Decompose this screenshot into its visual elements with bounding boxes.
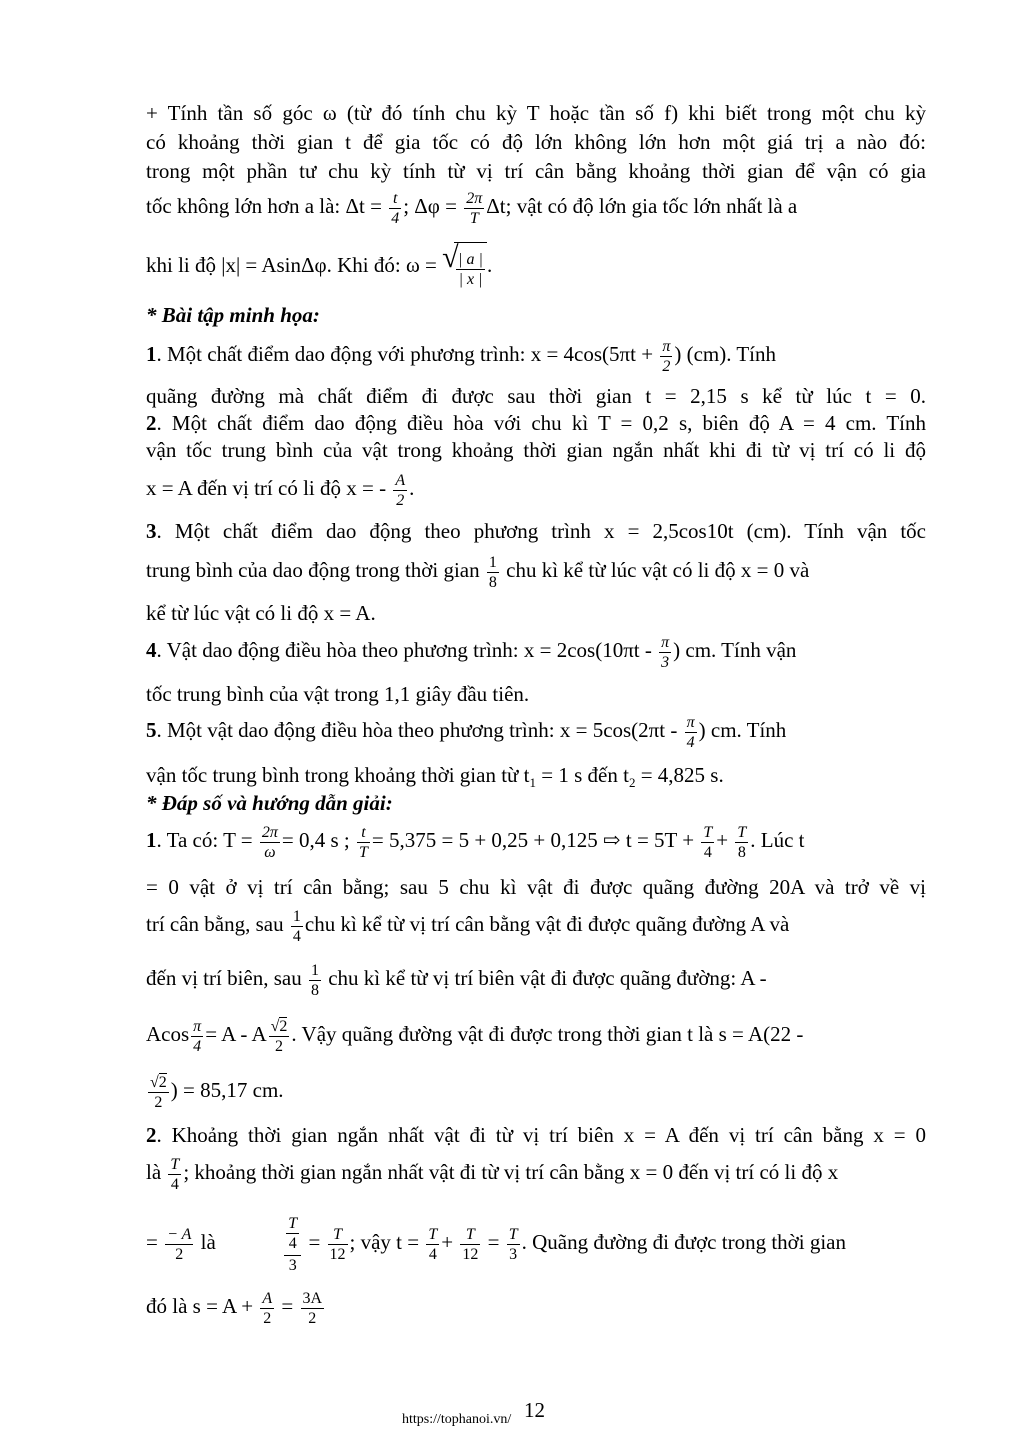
- den: 3: [661, 653, 670, 671]
- answer-2-line-3: [146, 1204, 926, 1280]
- answer-2-line-4: [146, 1282, 926, 1330]
- exercise-5: [146, 708, 926, 752]
- fraction-1-over-4: [291, 907, 303, 946]
- num: [284, 1214, 301, 1256]
- fraction-minusA-over-2: [165, 1225, 193, 1264]
- den: 2: [662, 357, 671, 375]
- text: chu kì kể từ vị trí cân bằng vật đi được quãng đường A và: [304, 912, 790, 936]
- num: 2π: [261, 823, 278, 841]
- text: .: [409, 476, 415, 500]
- text: tốc không lớn hơn a là: Δt =: [146, 194, 382, 218]
- text: khi li độ |x| = AsinΔφ. Khi đó: ω =: [146, 253, 437, 277]
- radicand: 2: [279, 1017, 288, 1035]
- text: =: [146, 1230, 158, 1254]
- text: =: [281, 1294, 294, 1318]
- num: 1: [310, 961, 319, 979]
- answers-heading: * Đáp số và hướng dẫn giải:: [146, 791, 393, 815]
- den: 3: [288, 1256, 297, 1274]
- den: 8: [488, 573, 497, 591]
- fraction-sqrt2-over-2: [269, 1017, 290, 1056]
- exercise-number: 2: [146, 411, 157, 435]
- fraction-pi-over-2: [660, 337, 672, 376]
- radical-icon: √: [442, 240, 459, 274]
- text: =: [487, 1230, 500, 1254]
- intro-line-2: có khoảng thời gian t để gia tốc có độ lớn không lớn hơn một giá trị a nào đó:: [146, 130, 926, 154]
- fraction-pi-over-4: [191, 1017, 203, 1056]
- fraction-A-over-2: [260, 1289, 274, 1328]
- text: chu kì kể từ lúc vật có li độ x = 0 và: [506, 558, 810, 582]
- den: 4: [391, 209, 400, 227]
- exercise-3-line-3: kể từ lúc vật có li độ x = A.: [146, 601, 376, 625]
- num: T: [428, 1225, 438, 1243]
- text: ; vậy t =: [349, 1230, 420, 1254]
- fraction-T-over-4: [426, 1225, 439, 1264]
- exercise-4-line-2: tốc trung bình của vật trong 1,1 giây đầu tiên.: [146, 682, 530, 706]
- text: đó là s = A +: [146, 1294, 254, 1318]
- text: . Vật dao động điều hòa theo phương trình: x = 2cos(10πt -: [156, 638, 652, 662]
- den: 2: [308, 1309, 317, 1327]
- text: = 5,375 = 5 + 0,25 + 0,125 ⇨ t = 5T +: [371, 828, 695, 852]
- text: trung bình của dao động trong thời gian: [146, 558, 480, 582]
- den: 4: [703, 843, 712, 861]
- text: Δt; vật có độ lớn gia tốc lớn nhất là a: [486, 194, 798, 218]
- text: =: [308, 1230, 321, 1254]
- fraction-T-over-3: [507, 1225, 520, 1264]
- num: T: [703, 823, 713, 841]
- num: A: [262, 1289, 273, 1307]
- answer-1-line-3: [146, 900, 926, 948]
- num: 2π: [466, 189, 483, 207]
- text: ) cm. Tính vận: [673, 638, 797, 662]
- den: T: [359, 843, 368, 861]
- fraction-2pi-over-omega: [260, 823, 280, 862]
- exercise-2: [146, 410, 926, 436]
- den: 3: [509, 1245, 518, 1263]
- num: π: [686, 713, 695, 731]
- text: = 4,825 s.: [635, 763, 724, 787]
- num: π: [662, 337, 671, 355]
- exercise-1: [146, 332, 926, 376]
- fraction-sqrt2-over-2: [148, 1073, 169, 1112]
- fraction-2pi-over-T: [464, 189, 484, 228]
- text: Acos: [146, 1022, 190, 1046]
- den: T: [469, 209, 479, 227]
- fraction-T-over-12: [460, 1225, 480, 1264]
- text: . Lúc t: [750, 828, 805, 852]
- exercise-4: [146, 628, 926, 672]
- text: +: [441, 1230, 454, 1254]
- text: ) = 85,17 cm.: [170, 1078, 284, 1102]
- den: 4: [428, 1245, 437, 1263]
- text: . Một chất điểm dao động điều hòa với chu kì T = 0,2 s, biên độ A = 4 cm. Tính: [156, 411, 926, 435]
- text: ) (cm). Tính: [674, 342, 777, 366]
- den: 12: [462, 1245, 479, 1263]
- answer-2-line-2: [146, 1148, 926, 1196]
- num: 1: [488, 553, 497, 571]
- fraction-3A-over-2: [301, 1289, 325, 1328]
- text: vận tốc trung bình trong khoảng thời gian từ t: [146, 763, 530, 787]
- intro-line-4: [146, 184, 926, 228]
- num: π: [661, 633, 670, 651]
- answer-1-line-2: = 0 vật ở vị trí cân bằng; sau 5 chu kì vật đi được quãng đường 20A và trở về vị: [146, 875, 926, 899]
- intro-line-1: + Tính tần số góc ω (từ đó tính chu kỳ T hoặc tần số f) khi biết trong một chu kỳ: [146, 101, 926, 125]
- text: trí cân bằng, sau: [146, 912, 284, 936]
- exercise-1-line-2: quãng đường mà chất điểm đi được sau thời gian t = 2,15 s kể từ lúc t = 0.: [146, 384, 926, 408]
- text: . Vậy quãng đường vật đi được trong thời gian t là s = A(22 -: [291, 1022, 804, 1046]
- text: . Ta có: T =: [156, 828, 253, 852]
- fraction-T4-over-3: [284, 1214, 301, 1275]
- num: T: [508, 1225, 518, 1243]
- den: 2: [396, 491, 405, 509]
- text: . Một vật dao động điều hòa theo phương trình: x = 5cos(2πt -: [156, 718, 678, 742]
- den: 4: [193, 1037, 202, 1055]
- fraction-T-over-8: [735, 823, 748, 862]
- answer-1-line-4: [146, 954, 926, 1002]
- num: T: [170, 1155, 180, 1173]
- intro-line-5: [146, 240, 926, 290]
- radicand: 2: [158, 1073, 167, 1091]
- fraction-t-over-4: [389, 189, 401, 228]
- num: √2: [270, 1017, 288, 1035]
- den: 2: [175, 1245, 184, 1263]
- num: T: [737, 823, 747, 841]
- text: ; khoảng thời gian ngắn nhất vật đi từ vị trí cân bằng x = 0 đến vị trí có li độ x: [183, 1160, 839, 1184]
- text: = A - A: [205, 1022, 267, 1046]
- den: 2: [154, 1093, 163, 1111]
- den: 4: [292, 927, 301, 945]
- text: .: [486, 253, 493, 277]
- answer-number: 1: [146, 828, 157, 852]
- num: A: [395, 471, 406, 489]
- fraction-T-over-12: [328, 1225, 348, 1264]
- text: . Quãng đường đi được trong thời gian: [521, 1230, 846, 1254]
- den: 2: [263, 1309, 272, 1327]
- fraction-1-over-8: [309, 961, 321, 1000]
- num: 3A: [302, 1289, 323, 1307]
- answer-1-line-5: [146, 1008, 926, 1060]
- fraction-T-over-4: [701, 823, 714, 862]
- den: | x |: [458, 271, 483, 289]
- den: 4: [686, 733, 695, 751]
- text: là: [200, 1230, 216, 1254]
- subscript: 1: [529, 775, 537, 791]
- text: . Khoảng thời gian ngắn nhất vật đi từ vị trí biên x = A đến vị trí cân bằng x = 0: [156, 1123, 926, 1147]
- den: 4: [170, 1175, 179, 1193]
- text: đến vị trí biên, sau: [146, 966, 302, 990]
- den: 8: [737, 843, 746, 861]
- fraction-t-over-T: [357, 823, 370, 862]
- den: 8: [310, 981, 319, 999]
- num: T: [288, 1214, 298, 1232]
- answer-1-line-6: [146, 1064, 926, 1116]
- den: 12: [329, 1245, 346, 1263]
- num: − A: [167, 1225, 192, 1243]
- den: 4: [288, 1234, 297, 1252]
- fraction-abs-a-over-abs-x: [456, 250, 485, 289]
- exercise-number: 3: [146, 519, 157, 543]
- exercise-number: 5: [146, 718, 157, 742]
- text: ; Δφ =: [403, 194, 458, 218]
- text: chu kì kể từ vị trí biên vật đi được quãng đường: A -: [328, 966, 767, 990]
- num: √2: [150, 1073, 167, 1091]
- text: . Một chất điểm dao động theo phương trình x = 2,5cos10t (cm). Tính vận tốc: [156, 519, 926, 543]
- page-number: 12: [524, 1398, 545, 1422]
- num: t: [389, 189, 401, 209]
- text: x = A đến vị trí có li độ x = -: [146, 476, 387, 500]
- text: = 1 s đến t: [536, 763, 629, 787]
- num: T: [328, 1225, 348, 1245]
- exercise-3: [146, 518, 926, 544]
- num: 1: [292, 907, 301, 925]
- text: ) cm. Tính: [698, 718, 787, 742]
- subscript: 2: [628, 775, 636, 791]
- text: = 0,4 s ;: [281, 828, 350, 852]
- sqrt-a-over-x: [442, 242, 487, 293]
- fraction-pi-over-4: [685, 713, 697, 752]
- exercise-2-line-2: vận tốc trung bình của vật trong khoảng thời gian ngắn nhất khi đi từ vị trí có li độ: [146, 438, 926, 462]
- num: t: [357, 823, 370, 843]
- text: . Một chất điểm dao động với phương trình: x = 4cos(5πt +: [156, 342, 654, 366]
- exercise-2-line-3: [146, 466, 926, 510]
- intro-line-3: trong một phần tư chu kỳ tính từ vị trí cân bằng khoảng thời gian để vận có gia: [146, 159, 926, 183]
- exercise-number: 1: [146, 342, 157, 366]
- answer-2: [146, 1122, 926, 1148]
- exercise-number: 4: [146, 638, 157, 662]
- text: là: [146, 1160, 162, 1184]
- answer-number: 2: [146, 1123, 157, 1147]
- den: 2: [275, 1037, 284, 1055]
- fraction-A-over-2: [393, 471, 407, 510]
- inner-fraction: [286, 1214, 299, 1255]
- fraction-T-over-4: [168, 1155, 181, 1194]
- exercise-3-line-2: [146, 548, 926, 592]
- den: ω: [264, 843, 276, 861]
- footer-url[interactable]: https://tophanoi.vn/: [402, 1412, 512, 1427]
- answer-1: [146, 816, 926, 864]
- text: +: [716, 828, 729, 852]
- num: | a |: [458, 251, 483, 269]
- fraction-pi-over-3: [659, 633, 671, 672]
- num: T: [460, 1225, 480, 1245]
- fraction-1-over-8: [487, 553, 499, 592]
- num: π: [193, 1017, 202, 1035]
- exercises-heading: * Bài tập minh họa:: [146, 303, 320, 327]
